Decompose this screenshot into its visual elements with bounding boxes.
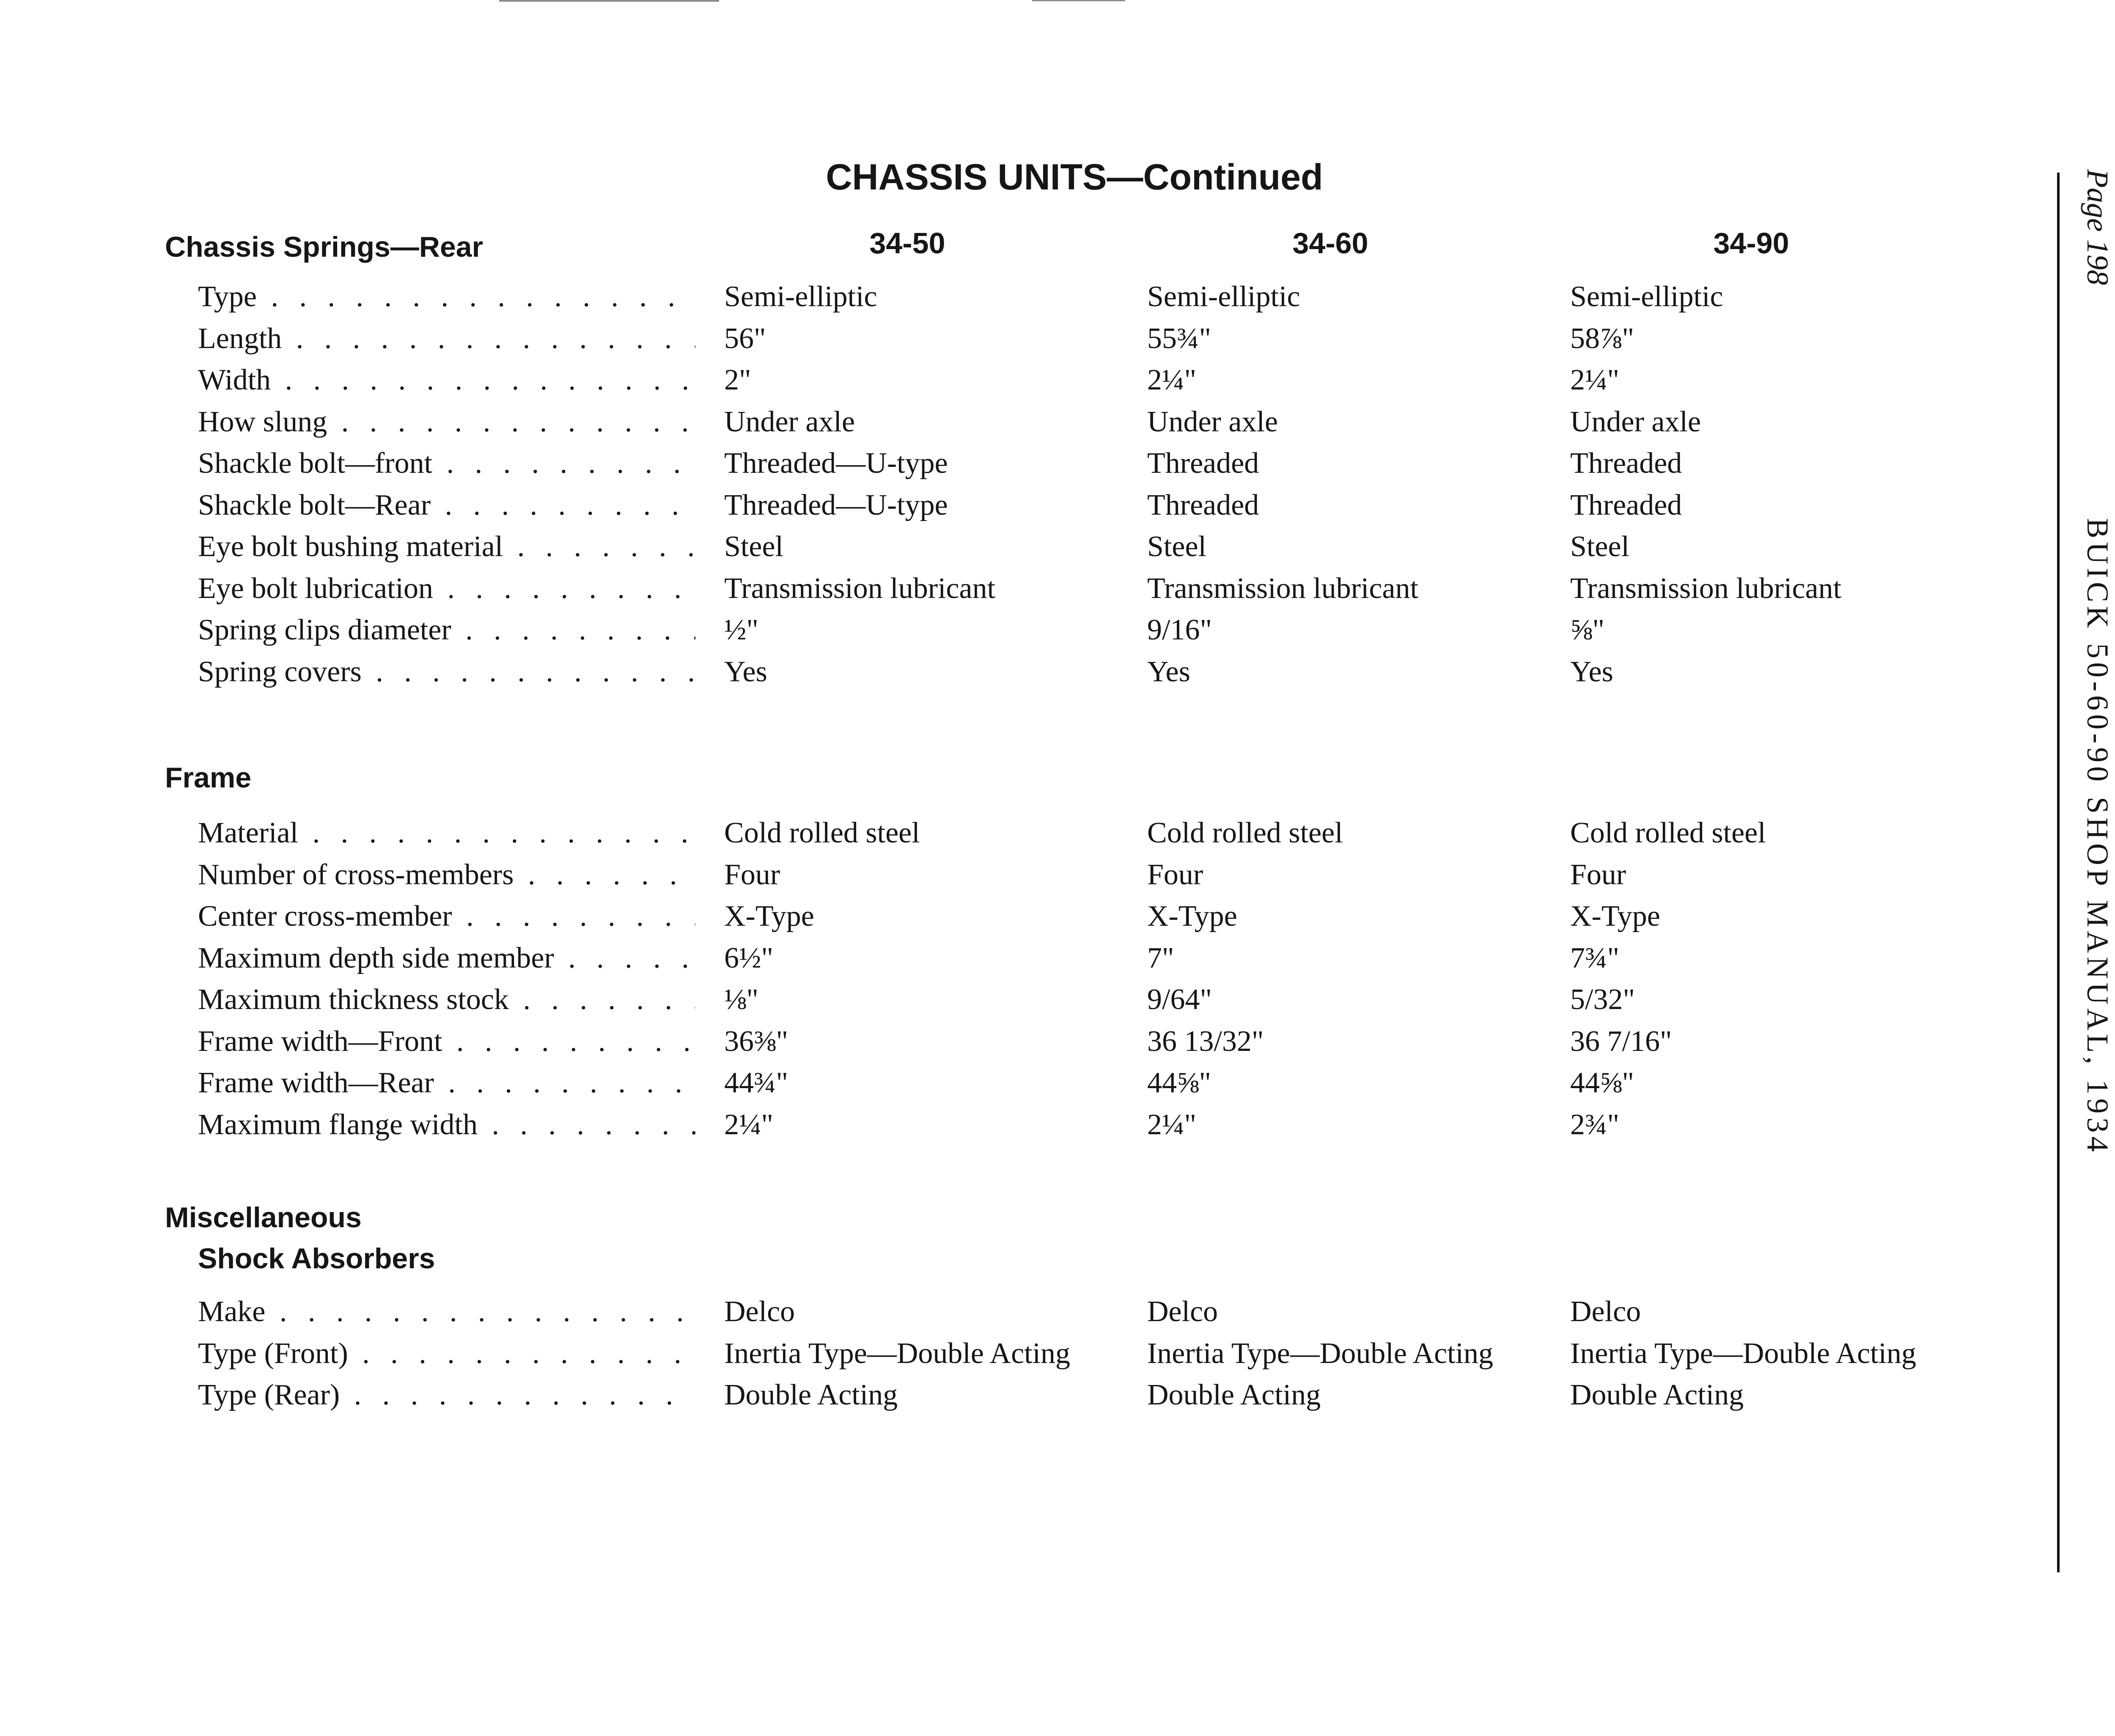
spec-value-34-50: 56": [724, 322, 766, 355]
spec-value-34-60: 9/16": [1147, 614, 1212, 646]
spec-value-34-90: Double Acting: [1570, 1379, 1744, 1411]
spec-label: Width . . .: [198, 363, 695, 397]
section-heading-springs: Chassis Springs—Rear: [165, 231, 483, 263]
spec-value-34-60: Four: [1147, 858, 1203, 891]
spec-label: Make . . .: [198, 1295, 695, 1329]
spec-value-34-90: ⅝": [1570, 614, 1605, 646]
spec-label: Frame width—Rear . . .: [198, 1066, 695, 1100]
spec-value-34-90: Transmission lubricant: [1570, 572, 1842, 605]
spec-row: [0, 322, 2115, 363]
spec-value-34-90: Cold rolled steel: [1570, 817, 1766, 849]
spec-value-34-90: Under axle: [1570, 405, 1701, 438]
spec-value-34-90: Four: [1570, 858, 1626, 891]
spec-value-34-90: 7¾": [1570, 941, 1620, 974]
spec-row: [0, 530, 2115, 571]
spec-value-34-50: Transmission lubricant: [724, 572, 996, 605]
spec-value-34-60: Cold rolled steel: [1147, 817, 1343, 849]
spec-label: Frame width—Front . . .: [198, 1025, 695, 1059]
spec-label: How slung . . .: [198, 405, 695, 439]
spec-row: [0, 1108, 2115, 1149]
spec-label: Type (Front) . . .: [198, 1337, 695, 1371]
spec-value-34-90: 44⅝": [1570, 1067, 1634, 1099]
spec-value-34-90: 36 7/16": [1570, 1025, 1672, 1058]
spec-row: [0, 1066, 2115, 1108]
spec-value-34-50: Semi-elliptic: [724, 280, 877, 313]
spec-value-34-90: 58⅞": [1570, 322, 1634, 355]
spec-label: Maximum flange width . . .: [198, 1108, 695, 1142]
spec-row: [0, 1025, 2115, 1066]
section-heading-frame: Frame: [165, 762, 252, 794]
spec-row: [0, 1295, 2115, 1336]
spec-label: Spring clips diameter . . .: [198, 613, 695, 647]
spec-row: [0, 613, 2115, 655]
spec-value-34-60: 2¼": [1147, 364, 1197, 396]
spec-value-34-60: Delco: [1147, 1295, 1218, 1328]
spec-value-34-60: Under axle: [1147, 405, 1278, 438]
spec-value-34-60: Double Acting: [1147, 1379, 1321, 1411]
spec-row: [0, 858, 2115, 900]
spec-value-34-90: Inertia Type—Double Acting: [1570, 1337, 1917, 1370]
spec-value-34-90: 2¼": [1570, 364, 1620, 396]
margin-rule: [2057, 173, 2060, 1572]
spec-label: Eye bolt lubrication . . .: [198, 572, 695, 606]
spec-value-34-50: 36⅜": [724, 1025, 788, 1058]
spec-value-34-90: 2¾": [1570, 1108, 1620, 1141]
spec-value-34-60: 9/64": [1147, 983, 1212, 1016]
spec-label: Shackle bolt—Rear . . .: [198, 488, 695, 522]
spec-label: Shackle bolt—front . . .: [198, 447, 695, 480]
spec-value-34-90: 5/32": [1570, 983, 1635, 1016]
column-header-34-50: 34-50: [869, 227, 945, 260]
spec-row: [0, 816, 2115, 858]
column-header-34-60: 34-60: [1292, 227, 1368, 260]
spec-label: Eye bolt bushing material . . .: [198, 530, 695, 564]
spec-row: [0, 405, 2115, 447]
spec-value-34-60: 44⅝": [1147, 1067, 1211, 1099]
spec-row: [0, 488, 2115, 530]
spec-value-34-60: Transmission lubricant: [1147, 572, 1419, 605]
spec-value-34-50: Four: [724, 858, 780, 891]
spec-label: Length . . .: [198, 322, 695, 356]
spec-value-34-50: ½": [724, 614, 759, 646]
spec-value-34-50: Steel: [724, 530, 783, 563]
spec-value-34-50: 2¼": [724, 1108, 774, 1141]
page-title: CHASSIS UNITS—Continued: [826, 157, 1323, 197]
spec-row: [0, 1378, 2115, 1420]
spec-value-34-90: Threaded: [1570, 488, 1682, 521]
spec-label: Spring covers . . .: [198, 655, 695, 689]
spec-value-34-90: Semi-elliptic: [1570, 280, 1723, 313]
spec-row: [0, 363, 2115, 405]
spec-value-34-50: 44¾": [724, 1067, 788, 1099]
spec-value-34-50: Under axle: [724, 405, 855, 438]
spec-value-34-60: 2¼": [1147, 1108, 1197, 1141]
spec-value-34-60: 55¾": [1147, 322, 1211, 355]
spec-value-34-90: Delco: [1570, 1295, 1641, 1328]
spec-value-34-50: 6½": [724, 941, 774, 974]
spec-value-34-60: Semi-elliptic: [1147, 280, 1300, 313]
spec-value-34-90: X-Type: [1570, 900, 1660, 932]
spec-label: Type (Rear) . . .: [198, 1378, 695, 1412]
spec-value-34-50: Threaded—U-type: [724, 447, 948, 480]
spec-value-34-60: Inertia Type—Double Acting: [1147, 1337, 1494, 1370]
spec-label: Maximum depth side member . . .: [198, 941, 695, 975]
spec-row: [0, 983, 2115, 1024]
scan-edge-mark: [1032, 0, 1125, 1]
spec-value-34-50: Threaded—U-type: [724, 488, 948, 521]
spec-value-34-90: Threaded: [1570, 447, 1682, 480]
spec-label: Center cross-member . . .: [198, 900, 695, 933]
spec-value-34-60: 36 13/32": [1147, 1025, 1264, 1058]
spec-label: Material . . .: [198, 816, 695, 850]
spec-row: [0, 655, 2115, 697]
spec-row: [0, 572, 2115, 613]
spec-row: [0, 280, 2115, 321]
scan-edge-mark: [499, 0, 719, 2]
subsection-heading-shock-absorbers: Shock Absorbers: [198, 1242, 435, 1275]
spec-value-34-60: 7": [1147, 941, 1174, 974]
column-header-34-90: 34-90: [1713, 227, 1789, 260]
spec-label: Type . . .: [198, 280, 695, 314]
spec-value-34-50: X-Type: [724, 900, 814, 932]
spec-value-34-50: Delco: [724, 1295, 795, 1328]
spec-value-34-50: Cold rolled steel: [724, 817, 920, 849]
spec-value-34-50: Inertia Type—Double Acting: [724, 1337, 1071, 1370]
spec-label: Maximum thickness stock . . .: [198, 983, 695, 1017]
spec-value-34-50: 2": [724, 364, 751, 396]
page-number: Page 198: [2081, 169, 2115, 285]
spec-value-34-50: ⅛": [724, 983, 759, 1016]
manual-running-title: BUICK 50-60-90 SHOP MANUAL, 1934: [2081, 518, 2115, 1156]
spec-value-34-90: Yes: [1570, 655, 1613, 688]
spec-row: [0, 941, 2115, 983]
spec-value-34-60: X-Type: [1147, 900, 1237, 932]
spec-row: [0, 900, 2115, 941]
spec-row: [0, 1337, 2115, 1378]
section-heading-misc: Miscellaneous: [165, 1201, 362, 1234]
spec-value-34-50: Yes: [724, 655, 767, 688]
spec-row: [0, 447, 2115, 488]
spec-value-34-90: Steel: [1570, 530, 1629, 563]
spec-value-34-60: Threaded: [1147, 447, 1259, 480]
spec-value-34-60: Yes: [1147, 655, 1190, 688]
spec-value-34-50: Double Acting: [724, 1379, 898, 1411]
spec-label: Number of cross-members . . .: [198, 858, 695, 892]
spec-value-34-60: Steel: [1147, 530, 1206, 563]
spec-value-34-60: Threaded: [1147, 488, 1259, 521]
